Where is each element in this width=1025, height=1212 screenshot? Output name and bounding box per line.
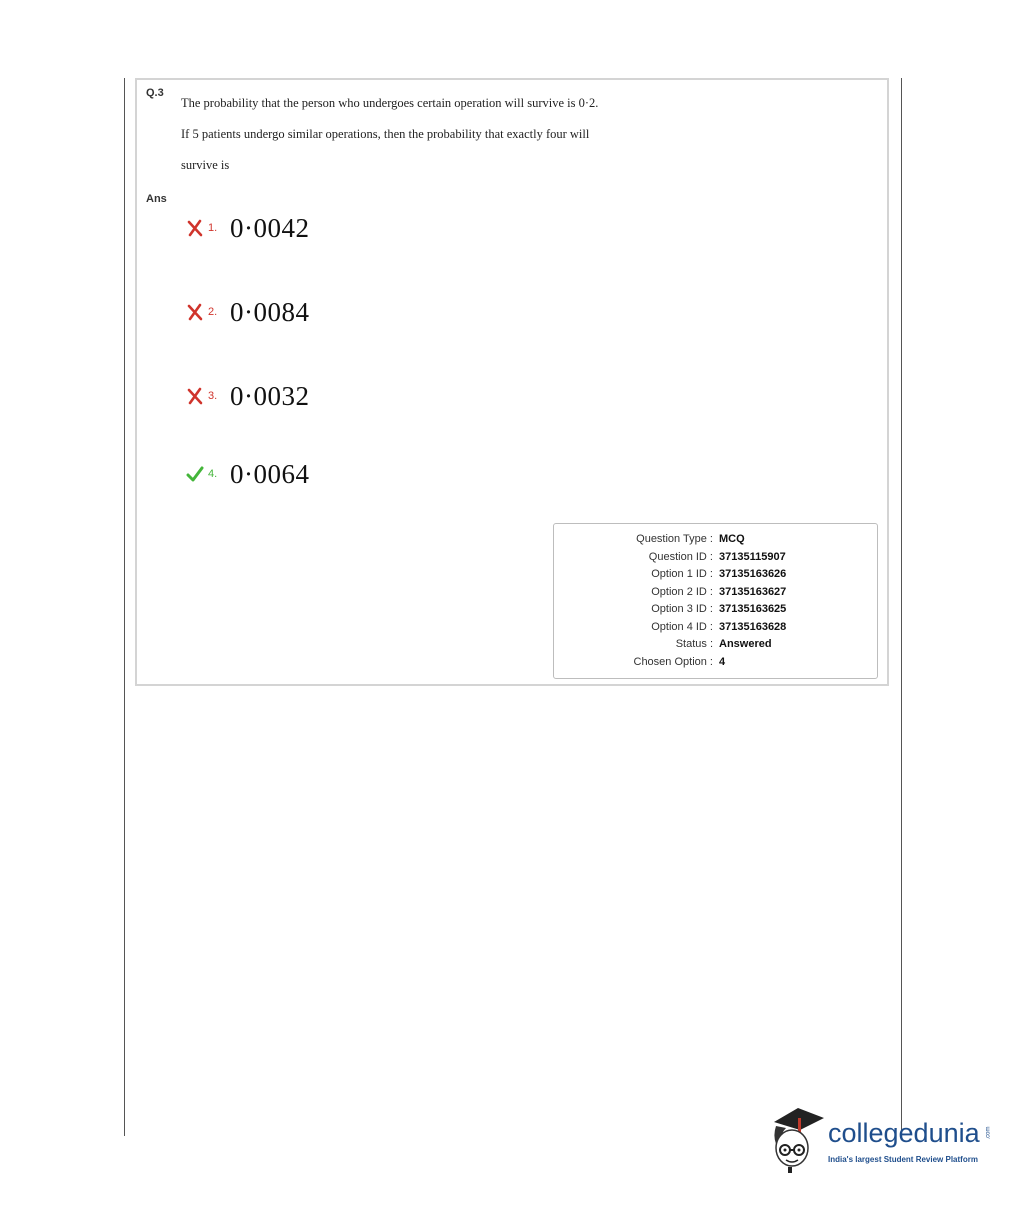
question-line-3: survive is [181,158,230,172]
option-value: 0·0042 [230,212,310,243]
meta-value: 37135163625 [719,603,787,615]
page-border-right [901,78,902,1138]
option-number: 4. [208,468,218,480]
option-4 [186,458,310,490]
question-meta-panel [553,523,878,679]
meta-key: Option 1 ID : [651,568,713,580]
option-1 [186,212,310,244]
logo-wordmark: collegedunia [828,1118,980,1148]
option-value: 0·0064 [230,458,310,489]
cross-icon [186,387,204,405]
meta-value: 37135163626 [719,568,787,580]
meta-row-question-type [554,533,877,550]
answer-label: Ans [146,193,167,205]
option-value: 0·0084 [230,296,310,327]
meta-key: Option 3 ID : [651,603,713,615]
meta-key: Status : [675,638,713,650]
check-icon [186,465,204,483]
collegedunia-logo [768,1104,998,1174]
meta-key: Question ID : [648,551,713,563]
option-2 [186,296,310,328]
option-number: 1. [208,222,218,234]
meta-key: Option 4 ID : [651,621,713,633]
meta-row-option-1-id [554,568,877,585]
meta-row-question-id [554,551,877,568]
option-number: 3. [208,390,218,402]
meta-row-option-4-id [554,621,877,638]
meta-row-option-2-id [554,586,877,603]
cross-icon [186,219,204,237]
meta-value: 4 [719,656,726,668]
logo-tagline: India's largest Student Review Platform [828,1155,978,1164]
meta-row-chosen-option [554,656,877,673]
meta-value: 37135115907 [719,551,786,563]
cross-icon [186,303,204,321]
question-line-1: The probability that the person who undergoes certain operation will survive is 0·2. [181,96,599,110]
option-number: 2. [208,306,218,318]
meta-row-status [554,638,877,655]
mascot-icon [768,1104,826,1179]
meta-value: 37135163628 [719,621,787,633]
meta-row-option-3-id [554,603,877,620]
meta-value: MCQ [719,533,745,545]
meta-key: Option 2 ID : [651,586,713,598]
page-border-left [124,78,125,1136]
meta-key: Chosen Option : [633,656,713,668]
meta-value: Answered [719,638,772,650]
meta-value: 37135163627 [719,586,787,598]
question-line-2: If 5 patients undergo similar operations, then the probability that exactly four will [181,127,590,141]
meta-key: Question Type : [636,533,713,545]
question-number: Q.3 [146,87,164,99]
option-value: 0·0032 [230,380,310,411]
logo-suffix: .com [985,1126,992,1140]
option-3 [186,380,310,412]
